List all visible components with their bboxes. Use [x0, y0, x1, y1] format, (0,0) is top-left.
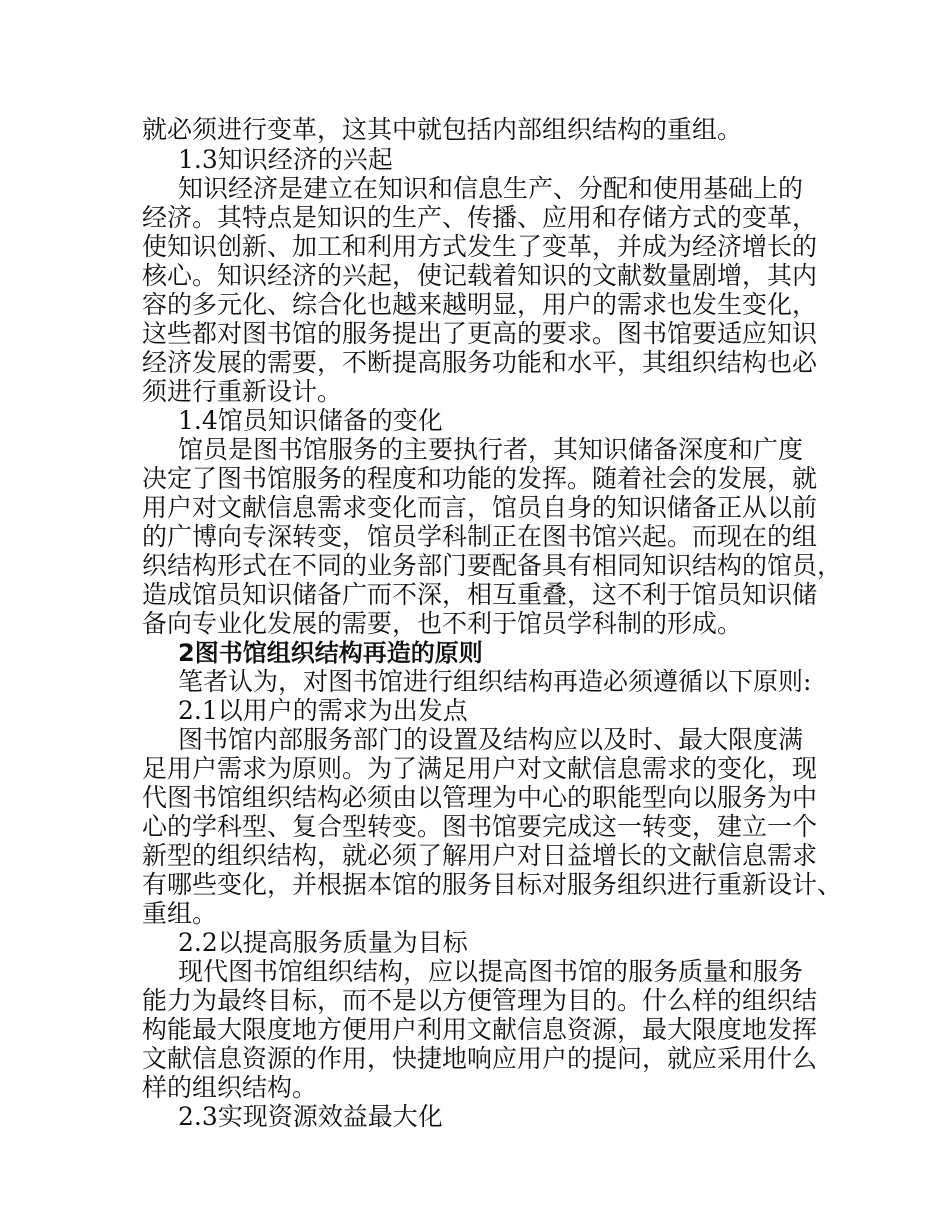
paragraph-line: 知识经济是建立在知识和信息生产、分配和使用基础上的	[178, 174, 804, 203]
section-heading: 2.3实现资源效益最大化	[178, 1102, 443, 1131]
paragraph-line: 心的学科型、复合型转变。图书馆要完成这一转变，建立一个	[142, 812, 818, 841]
paragraph-line: 笔者认为，对图书馆进行组织结构再造必须遵循以下原则:	[178, 667, 812, 696]
paragraph-line: 容的多元化、综合化也越来越明显，用户的需求也发生变化，	[142, 290, 818, 319]
section-heading: 1.3知识经济的兴起	[178, 145, 393, 174]
paragraph-line: 使知识创新、加工和利用方式发生了变革，并成为经济增长的	[142, 232, 818, 261]
paragraph-line: 造成馆员知识储备广而不深，相互重叠，这不利于馆员知识储	[142, 580, 818, 609]
paragraph-line: 馆员是图书馆服务的主要执行者，其知识储备深度和广度	[178, 435, 804, 464]
section-heading: 2.1以用户的需求为出发点	[178, 696, 468, 725]
paragraph-line: 织结构形式在不同的业务部门要配备具有相同知识结构的馆员，	[142, 551, 843, 580]
paragraph-line: 足用户需求为原则。为了满足用户对文献信息需求的变化，现	[142, 754, 818, 783]
text-line: 就必须进行变革，这其中就包括内部组织结构的重组。	[142, 115, 743, 144]
paragraph-line: 图书馆内部服务部门的设置及结构应以及时、最大限度满	[178, 725, 804, 754]
paragraph-line: 样的组织结构。	[142, 1073, 318, 1102]
paragraph-line: 经济发展的需要，不断提高服务功能和水平，其组织结构也必	[142, 348, 818, 377]
paragraph-line: 重组。	[142, 899, 218, 928]
chapter-heading: 2图书馆组织结构再造的原则	[178, 639, 483, 667]
paragraph-line: 有哪些变化，并根据本馆的服务目标对服务组织进行重新设计、	[142, 870, 843, 899]
paragraph-line: 能力为最终目标，而不是以方便管理为目的。什么样的组织结	[142, 986, 818, 1015]
section-heading: 1.4馆员知识储备的变化	[178, 406, 443, 435]
paragraph-line: 新型的组织结构，就必须了解用户对日益增长的文献信息需求	[142, 841, 818, 870]
paragraph-line: 这些都对图书馆的服务提出了更高的要求。图书馆要适应知识	[142, 319, 818, 348]
paragraph-line: 须进行重新设计。	[142, 377, 343, 406]
paragraph-line: 文献信息资源的作用，快捷地响应用户的提问，就应采用什么	[142, 1044, 818, 1073]
paragraph-line: 核心。知识经济的兴起，使记载着知识的文献数量剧增，其内	[142, 261, 818, 290]
paragraph-line: 决定了图书馆服务的程度和功能的发挥。随着社会的发展，就	[142, 464, 818, 493]
paragraph-line: 代图书馆组织结构必须由以管理为中心的职能型向以服务为中	[142, 783, 818, 812]
paragraph-line: 备向专业化发展的需要，也不利于馆员学科制的形成。	[142, 609, 743, 638]
paragraph-line: 构能最大限度地方便用户利用文献信息资源，最大限度地发挥	[142, 1015, 818, 1044]
paragraph-line: 用户对文献信息需求变化而言，馆员自身的知识储备正从以前	[142, 493, 818, 522]
paragraph-line: 的广博向专深转变，馆员学科制正在图书馆兴起。而现在的组	[142, 522, 818, 551]
paragraph-line: 现代图书馆组织结构，应以提高图书馆的服务质量和服务	[178, 957, 804, 986]
section-heading: 2.2以提高服务质量为目标	[178, 928, 468, 957]
paragraph-line: 经济。其特点是知识的生产、传播、应用和存储方式的变革，	[142, 203, 818, 232]
